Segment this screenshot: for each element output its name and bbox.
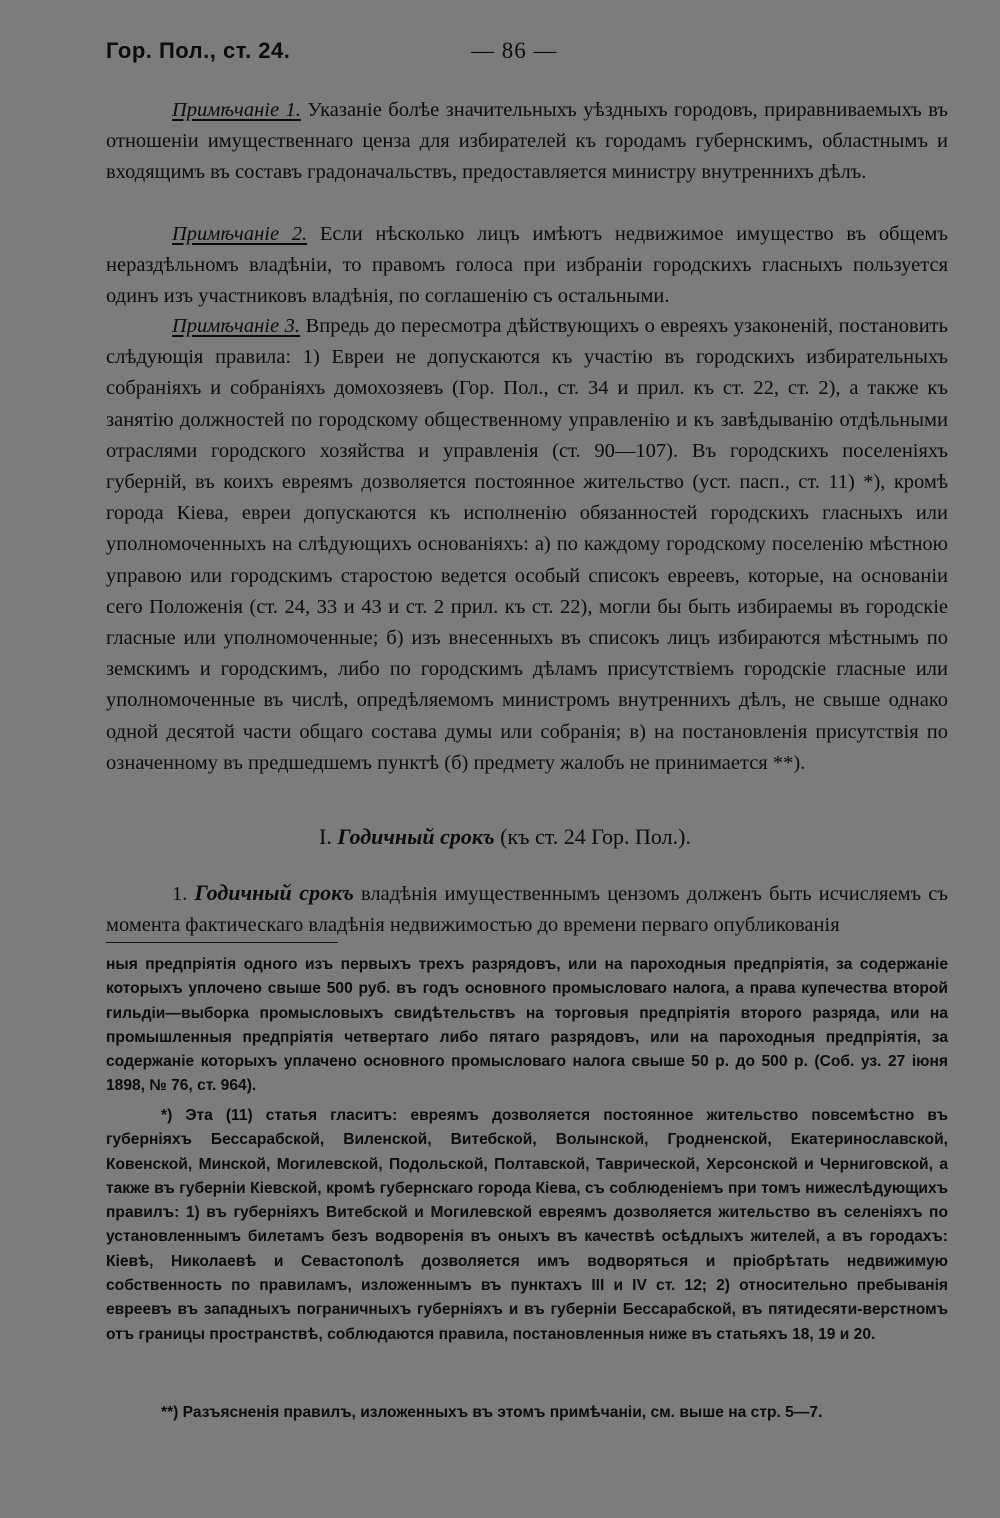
- section-title: Годичный срокъ: [337, 824, 495, 849]
- section-ref: (къ ст. 24 Гор. Пол.).: [494, 824, 691, 849]
- item-1-term: Годичный срокъ: [194, 880, 354, 905]
- note-2-text: Если нѣсколько лицъ имѣютъ недвижимое имущество въ общемъ нераздѣльномъ владѣніи, то правомъ голоса при избраніи городскихъ гласныхъ пользуется одинъ изъ участниковъ владѣнія, по соглашенію съ остальными.: [106, 223, 948, 308]
- note-1: [106, 95, 948, 189]
- note-1-label: Примѣчаніе 1.: [172, 99, 301, 121]
- footnote-single-star: [106, 1104, 948, 1347]
- footnote-continuation-text: ныя предпріятія одного изъ первыхъ трехъ разрядовъ, или на пароходныя предпріятія, за содержаніе которыхъ уплочено свыше 500 руб. въ годъ основного промысловаго налога, а права купечества второй гильдіи—выборка промысловыхъ свидѣтельствъ на торговыя предпріятія второго разряда, или на промышленныя предпріятія четвертаго либо пятаго разрядовъ, или на пароходныя предпріятія, за содержаніе которыхъ уплачено основного промысловаго налога свыше 50 р. до 500 р. (Соб. уз. 27 іюня 1898, № 76, ст. 964).: [106, 956, 948, 1095]
- footnote-continuation: [106, 953, 948, 1099]
- note-3-text: Впредь до пересмотра дѣйствующихъ о евреяхъ узаконеній, постановить слѣдующія правила: 1) Евреи не допускаются къ участію въ городскихъ избирательныхъ собраніяхъ и собраніяхъ домохозяевъ (Гор. Пол., ст. 34 и прил. къ ст. 22, ст. 2), а также къ занятію должностей по городскому общественному управленію и къ завѣдыванію отдѣльными отраслями городского хозяйства и управленія (ст. 90—107). Въ городскихъ поселеніяхъ губерній, въ коихъ евреямъ дозволяется постоянное жительство (уст. пасп., ст. 11) *), кромѣ города Кіева, евреи допускаются къ исполненію обязанностей городскихъ гласныхъ или уполномоченныхъ на слѣдующихъ основаніяхъ: а) по каждому городскому поселенію мѣстною управою или городскимъ старостою ведется особый списокъ евреевъ, которые, на основаніи сего Положенія (ст. 24, 33 и 43 и ст. 2 прил. къ ст. 22), могли бы быть избираемы въ городскіе гласные или уполномоченные; б) изъ внесенныхъ въ списокъ лицъ избираются мѣстнымъ по земскимъ и городскимъ, либо по городскимъ дѣламъ присутствіемъ городскіе гласные или уполномоченные въ числѣ, опредѣляемомъ министромъ внутреннихъ дѣлъ, не свыше однако одной десятой части общаго состава думы или собранія; в) на постановленія присутствія по означенному въ предшедшемъ пунктѣ (б) предмету жалобъ не принимается **).: [106, 315, 948, 774]
- note-2: [106, 219, 948, 313]
- page-header: [106, 36, 956, 70]
- footnote-divider: [106, 942, 338, 943]
- section-number: I.: [319, 824, 338, 849]
- footnote-single-star-text: *) Эта (11) статья гласитъ: евреямъ дозволяется постоянное жительство повсемѣстно въ губерніяхъ Бессарабской, Виленской, Витебской, Волынской, Гродненской, Екатеринославской, Ковенской, Минской, Могилевской, Подольской, Полтавской, Таврической, Херсонской и Черниговской, а также въ губерніи Кіевской, кромѣ губернскаго города Кіева, съ соблюденіемъ при томъ нижеслѣдующихъ правилъ: 1) въ губерніяхъ Витебской и Могилевской евреямъ дозволяется жительство въ селеніяхъ по установленнымъ билетамъ безъ водворенія въ оныхъ въ качествѣ осѣдлыхъ жителей, а въ городахъ: Кіевѣ, Николаевѣ и Севастополѣ дозволяется имъ водворяться и пріобрѣтать недвижимую собственность по правиламъ, изложеннымъ въ пунктахъ III и IV ст. 12; 2) относительно пребыванія евреевъ въ западныхъ пограничныхъ губерніяхъ и въ губерніи Бессарабской, въ пятидесяти-верстномъ отъ границы пространствѣ, соблюдаются правила, постановленныя ниже въ статьяхъ 18, 19 и 20.: [106, 1107, 948, 1343]
- footnote-double-star: [106, 1401, 948, 1425]
- running-head: Гор. Пол., ст. 24.: [106, 38, 291, 63]
- section-heading: [0, 824, 1000, 850]
- item-1-text: владѣнія имущественнымъ цензомъ долженъ быть исчисляемъ съ момента фактическаго владѣнія недвижимостью до времени перваго опубликованія: [106, 883, 948, 937]
- note-2-label: Примѣчаніе 2.: [172, 223, 308, 245]
- page-number: — 86 —: [471, 38, 558, 63]
- note-1-text: Указаніе болѣе значительныхъ уѣздныхъ городовъ, приравниваемыхъ въ отношеніи имущественнаго ценза для избирателей къ городамъ губернскимъ, областнымъ и входящимъ въ составъ градоначальствъ, предоставляется министру внутреннихъ дѣлъ.: [106, 99, 948, 184]
- paragraph-item-1: [106, 877, 948, 941]
- note-3: [106, 311, 948, 779]
- note-3-label: Примѣчаніе 3.: [172, 315, 301, 337]
- item-1-number: 1.: [172, 883, 195, 905]
- footnote-double-star-text: **) Разъясненія правилъ, изложенныхъ въ этомъ примѣчаніи, см. выше на стр. 5—7.: [161, 1404, 823, 1421]
